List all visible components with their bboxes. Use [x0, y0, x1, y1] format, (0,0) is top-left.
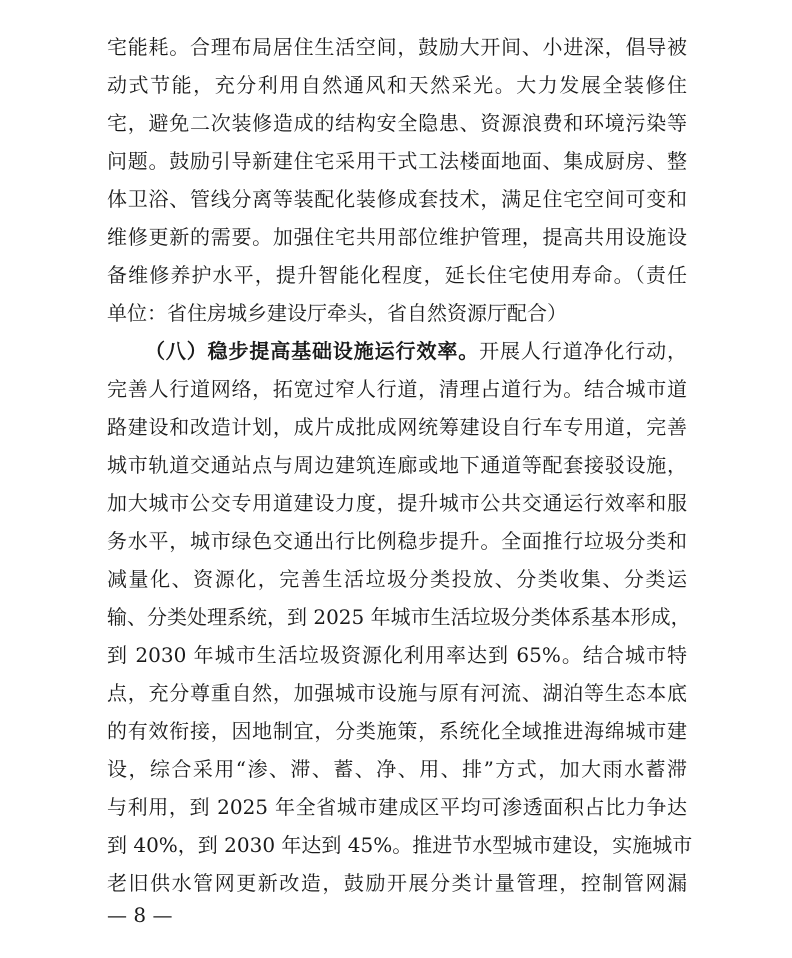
paragraph-line: 到 40%，到 2030 年达到 45%。推进节水型城市建设，实施城市	[107, 833, 693, 857]
paragraph-line: 务水平，城市绿色交通出行比例稳步提升。全面推行垃圾分类和	[107, 529, 687, 553]
paragraph-line: 到 2030 年城市生活垃圾资源化利用率达到 65%。结合城市特	[107, 643, 687, 667]
paragraph-line: 维修更新的需要。加强住宅共用部位维护管理，提高共用设施设	[107, 225, 687, 249]
paragraph-line: 设，综合采用“渗、滞、蓄、净、用、排”方式，加大雨水蓄滞	[107, 757, 687, 781]
paragraph-line: 加大城市公交专用道建设力度，提升城市公共交通运行效率和服	[107, 491, 687, 515]
paragraph-line: 的有效衔接，因地制宜，分类施策，系统化全域推进海绵城市建	[107, 719, 687, 743]
page-number: — 8 —	[107, 903, 173, 927]
paragraph-line: 问题。鼓励引导新建住宅采用干式工法楼面地面、集成厨房、整	[107, 149, 687, 173]
section-first-line-text: 开展人行道净化行动，	[479, 339, 688, 363]
paragraph-line: 与利用，到 2025 年全省城市建成区平均可渗透面积占比力争达	[107, 795, 687, 819]
paragraph-line: 输、分类处理系统，到 2025 年城市生活垃圾分类体系基本形成，	[107, 605, 691, 629]
responsibility-line: 单位：省住房城乡建设厅牵头，省自然资源厅配合）	[107, 301, 567, 325]
paragraph-line: 老旧供水管网更新改造，鼓励开展分类计量管理，控制管网漏	[107, 871, 687, 895]
paragraph-line: 备维修养护水平，提升智能化程度，延长住宅使用寿命。（责任	[107, 263, 687, 287]
paragraph-line: 路建设和改造计划，成片成批成网统筹建设自行车专用道，完善	[107, 415, 687, 439]
paragraph-line: 宅能耗。合理布局居住生活空间，鼓励大开间、小进深，倡导被	[107, 35, 687, 59]
section-heading: （八）稳步提高基础设施运行效率。	[145, 339, 480, 363]
section-first-line	[145, 336, 687, 366]
paragraph-line: 完善人行道网络，拓宽过窄人行道，清理占道行为。结合城市道	[107, 377, 687, 401]
paragraph-line: 点，充分尊重自然，加强城市设施与原有河流、湖泊等生态本底	[107, 681, 687, 705]
paragraph-line: 体卫浴、管线分离等装配化装修成套技术，满足住宅空间可变和	[107, 187, 687, 211]
paragraph-line: 城市轨道交通站点与周边建筑连廊或地下通道等配套接驳设施，	[107, 453, 687, 477]
paragraph-line: 减量化、资源化，完善生活垃圾分类投放、分类收集、分类运	[107, 567, 687, 591]
paragraph-line: 宅，避免二次装修造成的结构安全隐患、资源浪费和环境污染等	[107, 111, 687, 135]
paragraph-line: 动式节能，充分利用自然通风和天然采光。大力发展全装修住	[107, 73, 687, 97]
